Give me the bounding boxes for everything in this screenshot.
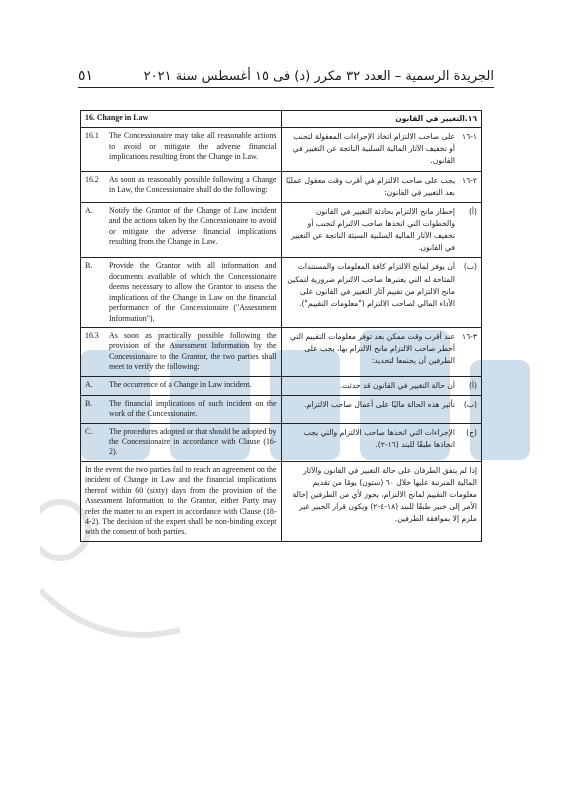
clause-text-en: The procedures adopted or that should be adopted by the Concessionaire in accordance with Clause (16-2). [109,426,277,457]
clause-text-ar: تأثير هذه الحالة ماليًا على أعمال صاحب الالتزام. [304,399,455,409]
clause-text-en: The Concessionaire may take all reasonable actions to avoid or mitigate the adverse financial implications resulting from the Change in Law. [109,131,277,161]
clause-number: 16.3 [85,330,99,340]
clause-text-en: Provide the Grantor with all information and documents available of which the Concessionaire deems necessary to allow the Grantor to assess the implications of the Change in Law on the financial performance of the Concessionaire ("Assessment Information"). [109,261,277,323]
clause-number-ar: ١-١٦ [461,132,477,142]
clause-letter: C. [85,426,93,436]
clause-letter-ar: (أ) [468,380,477,390]
clause-text-en: As soon as practically possible following the provision of the Assessment Information by the Concessionaire to the Grantor, the two parties shall meet to verify the following: [109,330,277,372]
clause-letter: B. [85,398,93,408]
clause-text-ar: أن حالة التغيير في القانون قد حدثت. [339,380,455,390]
clause-text-ar: عند أقرب وقت ممكن بعد توفر معلومات التقييم التي أخطر صاحب الالتزام مانح الالتزام بها، يجب على الطرفين أن يجتمعا لتحديد: [290,331,455,366]
clause-number: 16.2 [85,174,99,184]
clause-letter-ar: (ب) [463,262,477,272]
table-row [81,461,482,541]
clause-number-ar: ٣-١٦ [461,331,477,341]
clause-text-en: As soon as reasonably possible following a Change in Law, the Concessionaire shall do the following: [109,174,277,194]
table-row [81,258,482,328]
clause-letter: A. [85,205,93,215]
table-row [81,202,482,258]
contract-clause-table [80,110,482,542]
table-row [81,423,482,461]
table-row [81,128,482,171]
clause-text-ar: على صاحب الالتزام اتخاذ الإجراءات المعقولة لتجنب أو تخفيف الآثار المالية السلبية الناتجة عن التغيير في القانون. [292,132,455,166]
section-title-en: 16. Change in Law [81,111,282,128]
clause-text-en: Notify the Grantor of the Change of Law incident and the actions taken by the Concessionaire to avoid or mitigate the adverse financial implications resulting from the Change in Law. [109,205,277,247]
clause-letter-ar: (ب) [463,399,477,409]
table-header-row [81,111,482,128]
clause-text-en: In the event the two parties fail to reach an agreement on the incident of Change in Law and the financial implications thereof within 60 (sixty) days from the provision of the Assessment Information to the Grantor, either Party may refer the matter to an expert in accordance with Clause (18-4-2). The decision of the expert shall be non-binding except with the consent of both parties. [81,461,282,541]
clause-number: 16.1 [85,131,99,141]
clause-text-ar: يجب على صاحب الالتزام في أقرب وقت معقول عمليًا بعد التغيير في القانون: [286,175,455,197]
clause-letter: B. [85,261,93,271]
clause-letter-ar: (أ) [468,206,477,216]
table-row [81,327,482,376]
clause-letter-ar: (ج) [466,427,477,437]
clause-text-en: The occurrence of a Change in Law incident. [109,379,252,389]
clause-number-ar: ٢-١٦ [461,175,477,185]
page-number: ٥١ [78,68,94,84]
clause-text-ar: أن يوفر لمانح الالتزام كافة المعلومات والمستندات المتاحة له التي يعتبرها صاحب الالتزام ضرورية لتمكين مانح الالتزام من تقييم آثار التغيير في القانون على الأداء المالي لصاحب الالتزام ("معلومات التقييم"). [287,262,455,308]
section-title-ar: ١٦.التغيير في القانون [281,111,482,128]
gazette-header [78,58,494,88]
clause-text-ar: إذا لم يتفق الطرفان على حالة التغيير في القانون والآثار المالية المترتبة عليها خلال ٦٠ (ستون) يومًا من تقديم معلومات التقييم لمانح الالتزام، يجوز لأي من الطرفين إحالة الأمر إلى خبير طبقًا للبند (١٨-٤-٢) ويكون قرار الخبير غير ملزم إلا بموافقة الطرفين. [281,461,482,541]
clause-text-en: The financial implications of such incident on the work of the Concessionaire. [109,398,277,419]
clause-letter: A. [85,379,93,389]
clause-text-ar: إخطار مانح الالتزام بحادثة التغيير في القانون والخطوات التي اتخذها صاحب الالتزام لتجنب أو تخفيف الآثار المالية السلبية السيئة الناتجة عن التغيير في القانون. [290,206,455,253]
table-row [81,376,482,395]
table-row [81,171,482,202]
gazette-title: الجريدة الرسمية – العدد ٣٢ مكرر (د) فى ١٥ أغسطس سنة ٢٠٢١ [143,69,494,84]
clause-text-ar: الإجراءات التي اتخذها صاحب الالتزام والتي يجب اتخاذها طبقًا للبند (١٦-٢). [303,427,455,449]
table-row [81,395,482,423]
